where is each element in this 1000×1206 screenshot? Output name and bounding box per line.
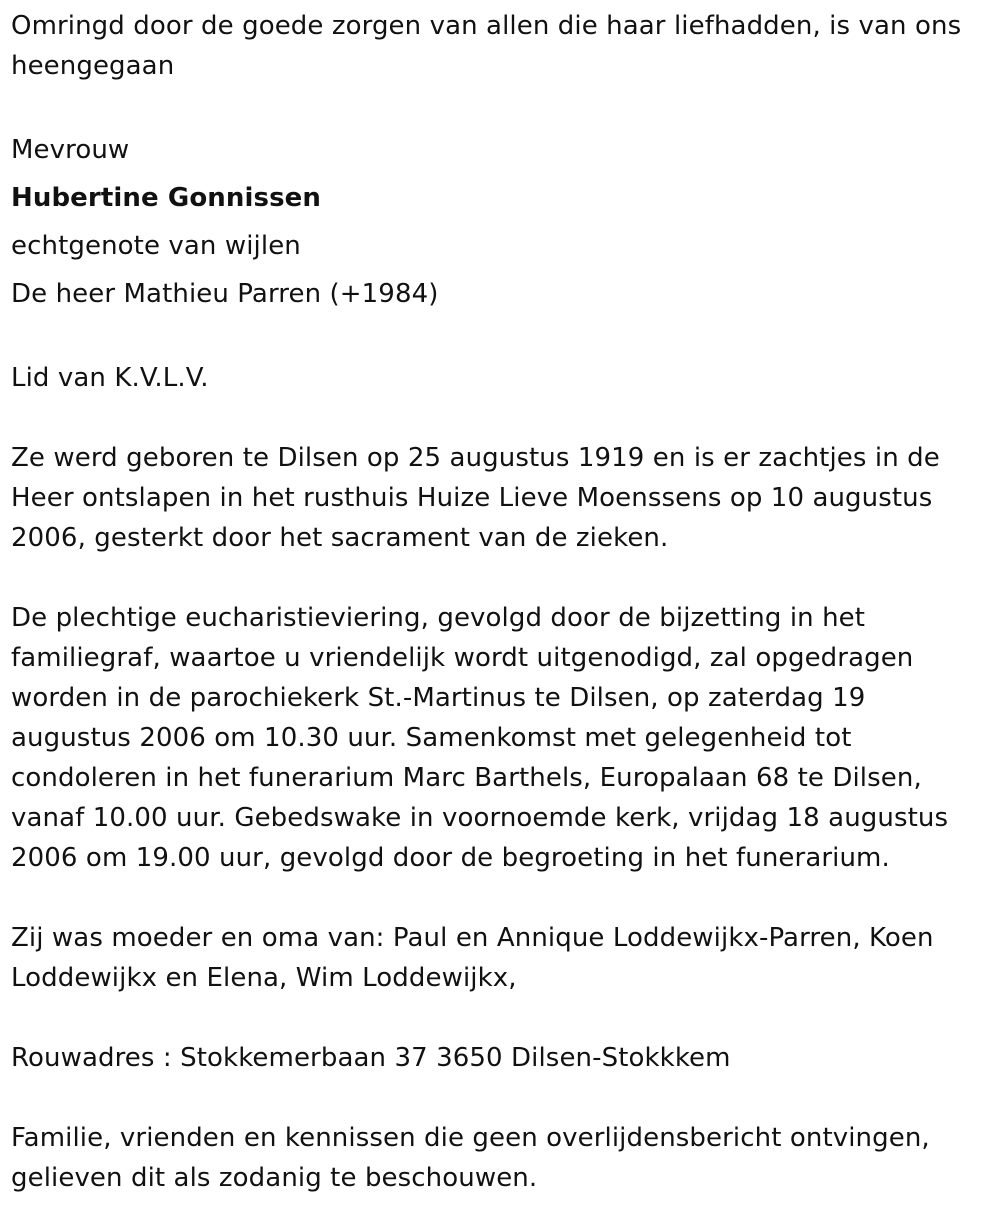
closing-paragraph: Familie, vrienden en kennissen die geen overlijdensbericht ontvingen, gelieven dit als zodanig te beschouwen. [11,1123,930,1193]
birth-death-paragraph: Ze werd geboren te Dilsen op 25 augustus 1919 en is er zachtjes in de Heer ontslapen in het rusthuis Huize Lieve Moenssens op 10 augustus 2006, gesterkt door het sacrament van de zieken. [11,443,940,553]
address-paragraph: Rouwadres : Stokkemerbaan 37 3650 Dilsen-Stokkkem [11,1043,731,1073]
deceased-block [11,126,986,318]
spacer [11,998,986,1038]
spouse-line-2: De heer Mathieu Parren (+1984) [11,279,439,309]
ceremony-paragraph: De plechtige eucharistieviering, gevolgd door de bijzetting in het familiegraf, waartoe u vriendelijk wordt uitgenodigd, zal opgedragen worden in de parochiekerk St.-Martinus te Dilsen, op zaterdag 19 augustus 2006 om 10.30 uur. Samenkomst met gelegenheid tot condoleren in het funerarium Marc Barthels, Europalaan 68 te Dilsen, vanaf 10.00 uur. Gebedswake in voornoemde kerk, vrijdag 18 augustus 2006 om 19.00 uur, gevolgd door de begroeting in het funerarium. [11,603,949,873]
spacer [11,1078,986,1118]
honorific: Mevrouw [11,135,130,165]
family-paragraph: Zij was moeder en oma van: Paul en Annique Loddewijkx-Parren, Koen Loddewijkx en Elena, Wim Loddewijkx, [11,923,934,993]
spouse-line-1: echtgenote van wijlen [11,231,301,261]
spacer [11,558,986,598]
intro-paragraph: Omringd door de goede zorgen van allen die haar liefhadden, is van ons heengegaan [11,11,962,81]
obituary-notice [11,6,986,1198]
deceased-name: Hubertine Gonnissen [11,183,322,213]
spacer [11,878,986,918]
membership-paragraph: Lid van K.V.L.V. [11,363,209,393]
spacer [11,398,986,438]
spacer [11,318,986,358]
